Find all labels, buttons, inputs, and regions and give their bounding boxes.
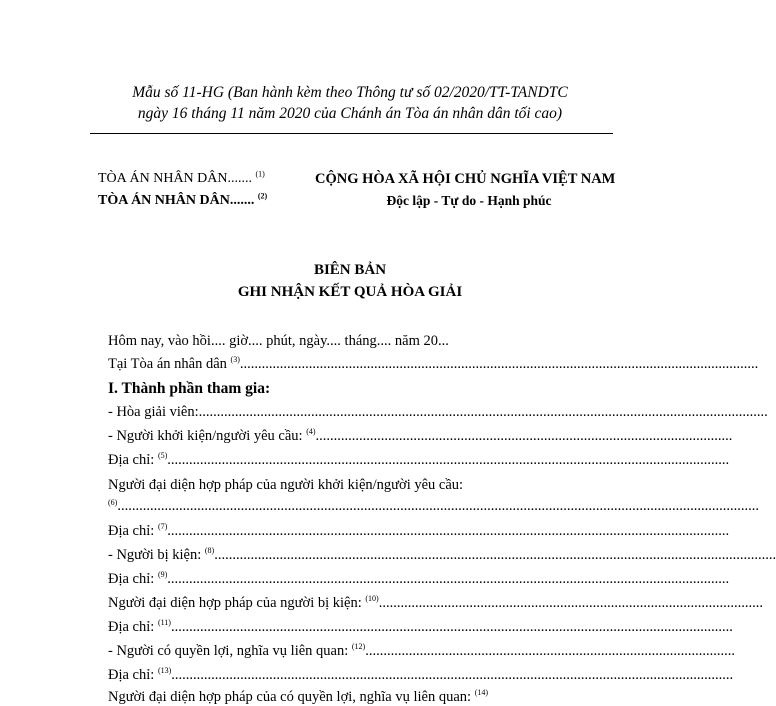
- location-label: Tại Tòa án nhân dân: [108, 356, 231, 372]
- national-title: CỘNG HÒA XÃ HỘI CHỦ NGHĨA VIỆT NAM: [315, 171, 616, 187]
- plaintiff-line: [108, 427, 733, 445]
- address-line-1: [108, 451, 730, 469]
- plaintiff-representative-fill: [108, 498, 759, 515]
- footnote-ref-12: (12): [351, 642, 366, 652]
- court-name-1: [98, 171, 265, 187]
- national-motto: Độc lập - Tự do - Hạnh phúc: [386, 193, 552, 208]
- defendant-line: [108, 546, 776, 564]
- fill-dots: ...............................................................................................................................................: [239, 356, 759, 372]
- address-label: Địa chỉ:: [108, 452, 158, 468]
- footnote-ref-7: (7): [157, 522, 168, 532]
- footnote-ref-8: (8): [204, 546, 215, 556]
- plaintiff-representative-line: Người đại diện hợp pháp của người khởi kiện/người yêu cầu:: [108, 477, 464, 493]
- document-title-line-1: BIÊN BẢN: [313, 262, 387, 278]
- footnote-ref-10: (10): [365, 594, 379, 604]
- address-line-5: [108, 666, 734, 684]
- footnote-ref-5: (5): [157, 451, 168, 461]
- footnote-ref-11: (11): [157, 618, 171, 628]
- address-label: Địa chỉ:: [108, 571, 158, 587]
- related-party-representative-label: Người đại diện hợp pháp của có quyền lợi, nghĩa vụ liên quan:: [108, 689, 475, 705]
- footnote-ref-14: (14): [474, 688, 489, 698]
- footnote-ref-13: (13): [157, 666, 172, 676]
- address-label: Địa chỉ:: [108, 619, 158, 635]
- section-heading-participants: I. Thành phần tham gia:: [108, 380, 271, 397]
- address-line-4: [108, 618, 733, 636]
- form-reference-line-2: ngày 16 tháng 11 năm 2020 của Chánh án Tòa án nhân dân tối cao): [137, 105, 563, 122]
- footnote-ref-3: (3): [230, 355, 240, 365]
- fill-dots: ...........................................................................................................................................................: [171, 667, 734, 683]
- address-label: Địa chỉ:: [108, 523, 158, 539]
- fill-dots: ......................................................................................................: [365, 643, 735, 659]
- mediator-label: - Hòa giải viên:: [108, 404, 199, 420]
- fill-dots: ...................................................................................................................: [315, 428, 733, 444]
- address-line-2: [108, 522, 730, 540]
- location-line: [108, 355, 759, 373]
- footnote-ref-4: (4): [306, 427, 316, 437]
- form-reference-line-1: Mẫu số 11-HG (Ban hành kèm theo Thông tư số 02/2020/TT-TANDTC: [132, 84, 568, 101]
- fill-dots: .................................................................................................................................................................................: [117, 498, 759, 514]
- address-line-3: [108, 570, 730, 588]
- mediator-line: [108, 404, 768, 421]
- defendant-representative-line: [108, 594, 763, 612]
- plaintiff-label: - Người khởi kiện/người yêu cầu:: [108, 428, 307, 444]
- related-party-representative-line: [108, 689, 618, 706]
- fill-dots: .............................................................................................................................................................: [198, 404, 768, 420]
- address-label: Địa chỉ:: [108, 667, 158, 683]
- court-name-1-text: TÒA ÁN NHÂN DÂN.......: [98, 171, 252, 186]
- footnote-ref-2: (2): [257, 191, 268, 201]
- fill-dots: ...........................................................................................................................................................: [167, 452, 730, 468]
- fill-dots: ...........................................................................................................................................................: [167, 571, 730, 587]
- court-name-2-text: TÒA ÁN NHÂN DÂN.......: [98, 193, 255, 208]
- fill-dots: ...........................................................................................................................................................: [170, 619, 733, 635]
- fill-dots: ...........................................................................................................................................................: [214, 547, 776, 563]
- document-title-line-2: GHI NHẬN KẾT QUẢ HÒA GIẢI: [237, 284, 463, 300]
- related-party-label: - Người có quyền lợi, nghĩa vụ liên quan:: [108, 643, 352, 659]
- fill-dots: ..........................................................................................................: [378, 595, 763, 611]
- intro-line: Hôm nay, vào hồi.... giờ.... phút, ngày.... tháng.... năm 20...: [108, 333, 449, 349]
- defendant-representative-label: Người đại diện hợp pháp của người bị kiện:: [108, 595, 366, 611]
- defendant-label: - Người bị kiện:: [108, 547, 205, 563]
- footnote-ref-6: (6): [108, 498, 118, 507]
- header-divider: [90, 133, 613, 134]
- footnote-ref-1: (1): [255, 169, 265, 179]
- related-party-line: [108, 642, 735, 660]
- court-name-2: [98, 193, 267, 209]
- fill-dots: ...........................................................................................................................................................: [167, 523, 730, 539]
- footnote-ref-9: (9): [157, 570, 168, 580]
